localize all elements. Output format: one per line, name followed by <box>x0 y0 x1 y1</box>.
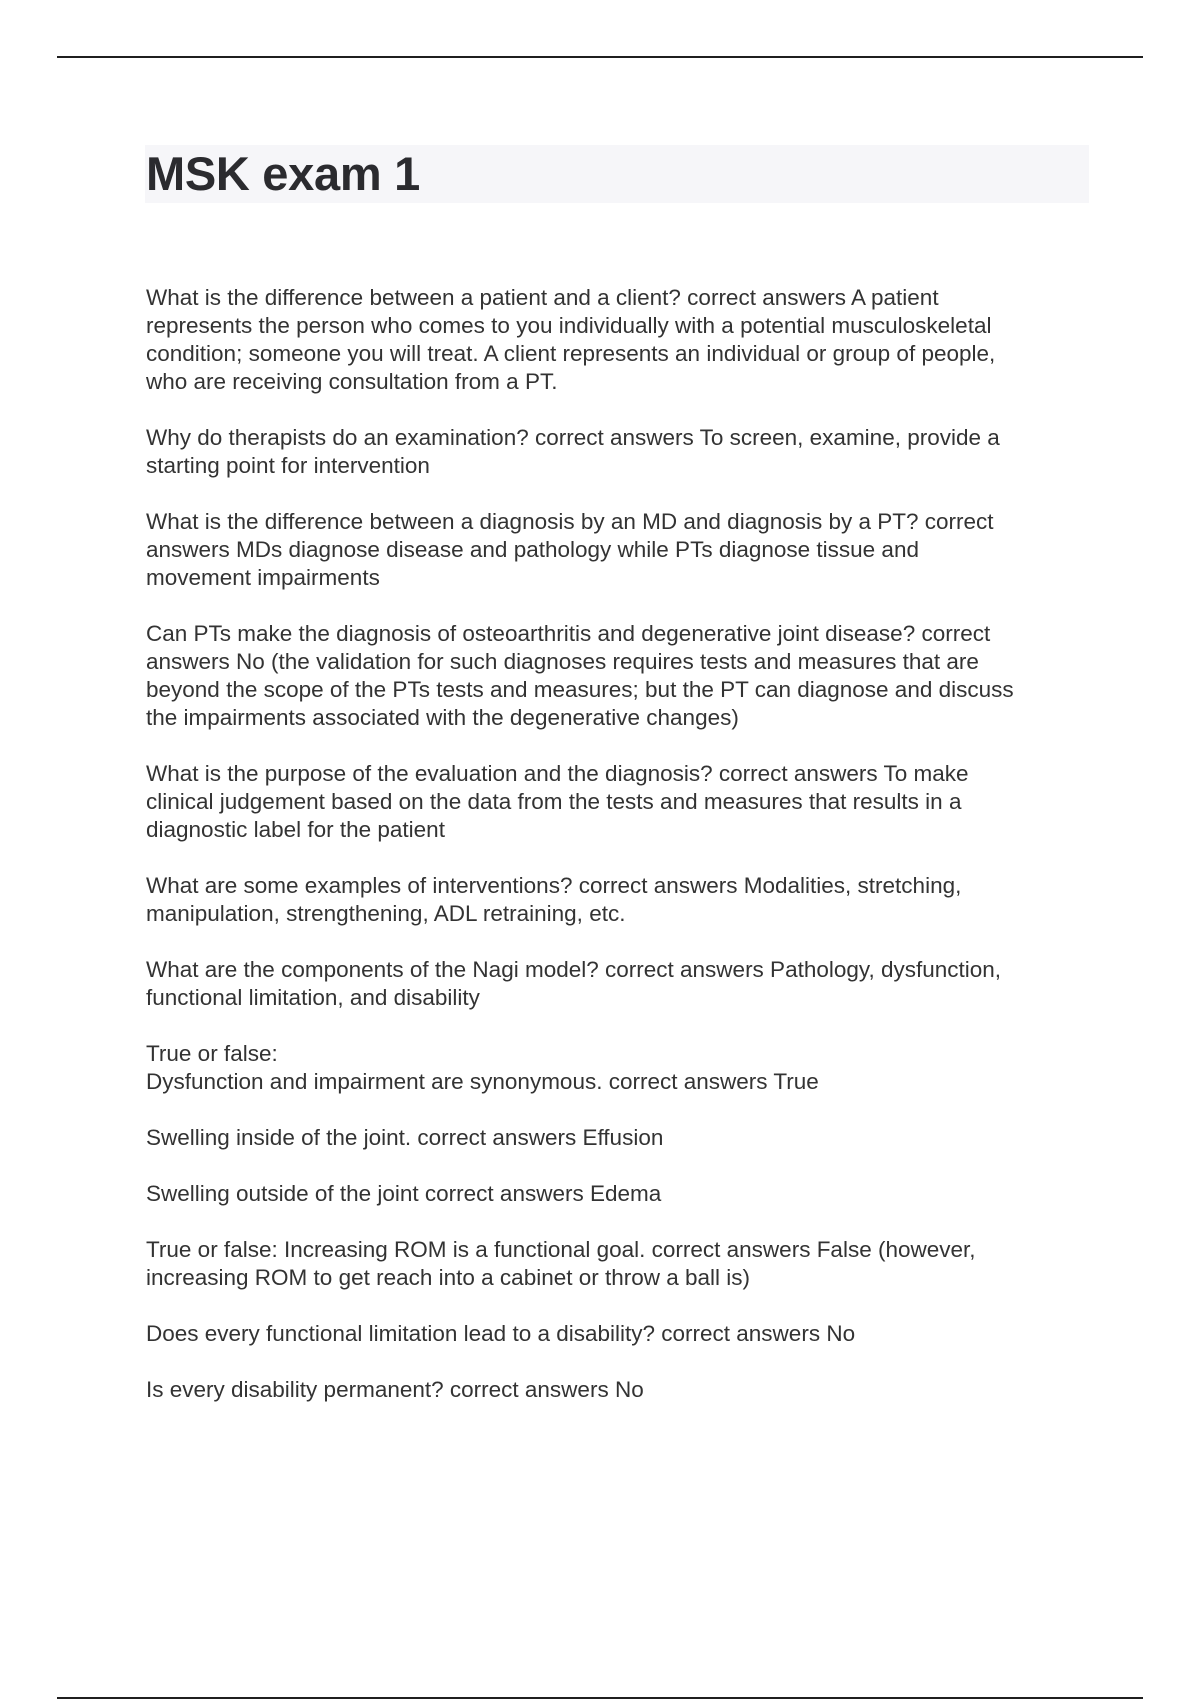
qa-item: What is the difference between a patient and a client? correct answers A patient represents the person who comes to you individually with a potential musculoskeletal condition; someone you will treat. A client represents an individual or group of people, who are receiving consultation from a PT. <box>146 285 996 394</box>
top-rule <box>57 56 1143 58</box>
qa-item: What are the components of the Nagi model? correct answers Pathology, dysfunction, functional limitation, and disability <box>146 957 1002 1010</box>
qa-item: Can PTs make the diagnosis of osteoarthritis and degenerative joint disease? correct answers No (the validation for such diagnoses requires tests and measures that are beyond the scope of the PTs tests and measures; but the PT can diagnose and discuss the impairments associated with the degenerative changes) <box>146 621 1014 730</box>
qa-item: True or false: Increasing ROM is a functional goal. correct answers False (however, increasing ROM to get reach into a cabinet or throw a ball is) <box>146 1237 976 1290</box>
bottom-rule <box>57 1697 1143 1699</box>
qa-item: What is the purpose of the evaluation and the diagnosis? correct answers To make clinical judgement based on the data from the tests and measures that results in a diagnostic label for the patient <box>146 761 969 842</box>
qa-item: Why do therapists do an examination? correct answers To screen, examine, provide a starting point for intervention <box>146 425 1000 478</box>
qa-item: Swelling inside of the joint. correct answers Effusion <box>146 1125 664 1150</box>
qa-list <box>146 284 1092 1432</box>
qa-item: True or false: Dysfunction and impairment are synonymous. correct answers True <box>146 1041 819 1094</box>
document-title: MSK exam 1 <box>146 147 420 200</box>
qa-item: Swelling outside of the joint correct answers Edema <box>146 1181 662 1206</box>
qa-item: What are some examples of interventions? correct answers Modalities, stretching, manipulation, strengthening, ADL retraining, etc. <box>146 873 962 926</box>
qa-item: What is the difference between a diagnosis by an MD and diagnosis by a PT? correct answers MDs diagnose disease and pathology while PTs diagnose tissue and movement impairments <box>146 509 994 590</box>
qa-item: Does every functional limitation lead to a disability? correct answers No <box>146 1321 856 1346</box>
qa-item: Is every disability permanent? correct answers No <box>146 1377 644 1402</box>
